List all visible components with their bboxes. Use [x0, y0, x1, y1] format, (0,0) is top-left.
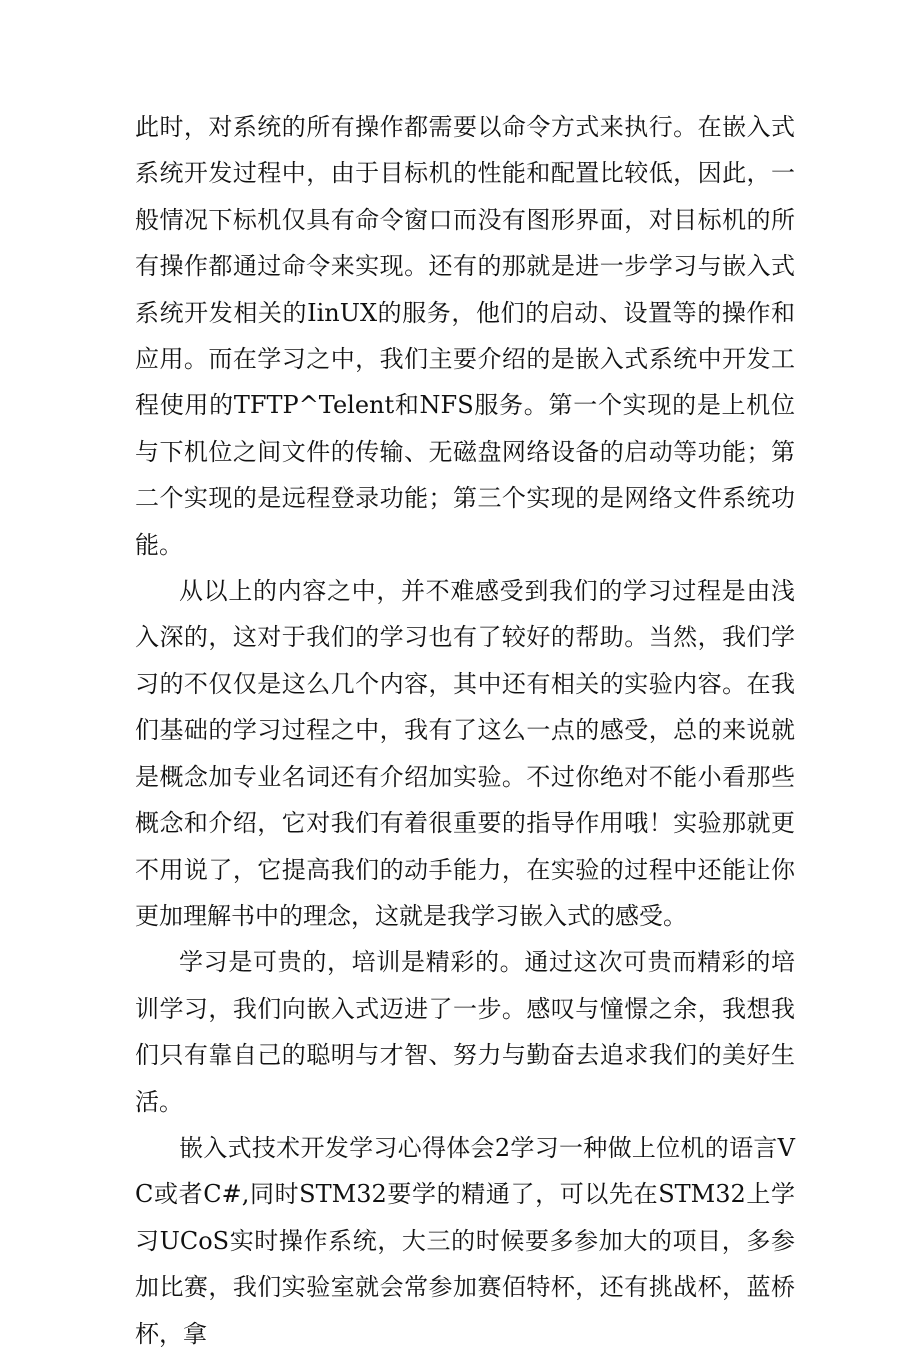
document-body — [135, 104, 795, 1357]
paragraph-3: 学习是可贵的，培训是精彩的。通过这次可贵而精彩的培训学习，我们向嵌入式迈进了一步。感叹与憧憬之余，我想我们只有靠自己的聪明与才智、努力与勤奋去追求我们的美好生活。 — [135, 948, 795, 1116]
paragraph-1: 此时，对系统的所有操作都需要以命令方式来执行。在嵌入式系统开发过程中，由于目标机的性能和配置比较低，因此，一般情况下标机仅具有命令窗口而没有图形界面，对目标机的所有操作都通过命令来实现。还有的那就是进一步学习与嵌入式系统开发相关的IinUX的服务，他们的启动、设置等的操作和应用。而在学习之中，我们主要介绍的是嵌入式系统中开发工程使用的TFTP^Telent和NFS服务。第一个实现的是上机位与下机位之间文件的传输、无磁盘网络设备的启动等功能；第二个实现的是远程登录功能；第三个实现的是网络文件系统功能。 — [135, 113, 795, 559]
paragraph-2: 从以上的内容之中，并不难感受到我们的学习过程是由浅入深的，这对于我们的学习也有了较好的帮助。当然，我们学习的不仅仅是这么几个内容，其中还有相关的实验内容。在我们基础的学习过程之中，我有了这么一点的感受，总的来说就是概念加专业名词还有介绍加实验。不过你绝对不能小看那些概念和介绍，它对我们有着很重要的指导作用哦！实验那就更不用说了，它提高我们的动手能力，在实验的过程中还能让你更加理解书中的理念，这就是我学习嵌入式的感受。 — [135, 577, 795, 930]
paragraph-4: 嵌入式技术开发学习心得体会2学习一种做上位机的语言VC或者C#,同时STM32要学的精通了，可以先在STM32上学习UCoS实时操作系统，大三的时候要多参加大的项目，多参加比赛，我们实验室就会常参加赛佰特杯，还有挑战杯，蓝桥杯，拿 — [135, 1133, 795, 1348]
